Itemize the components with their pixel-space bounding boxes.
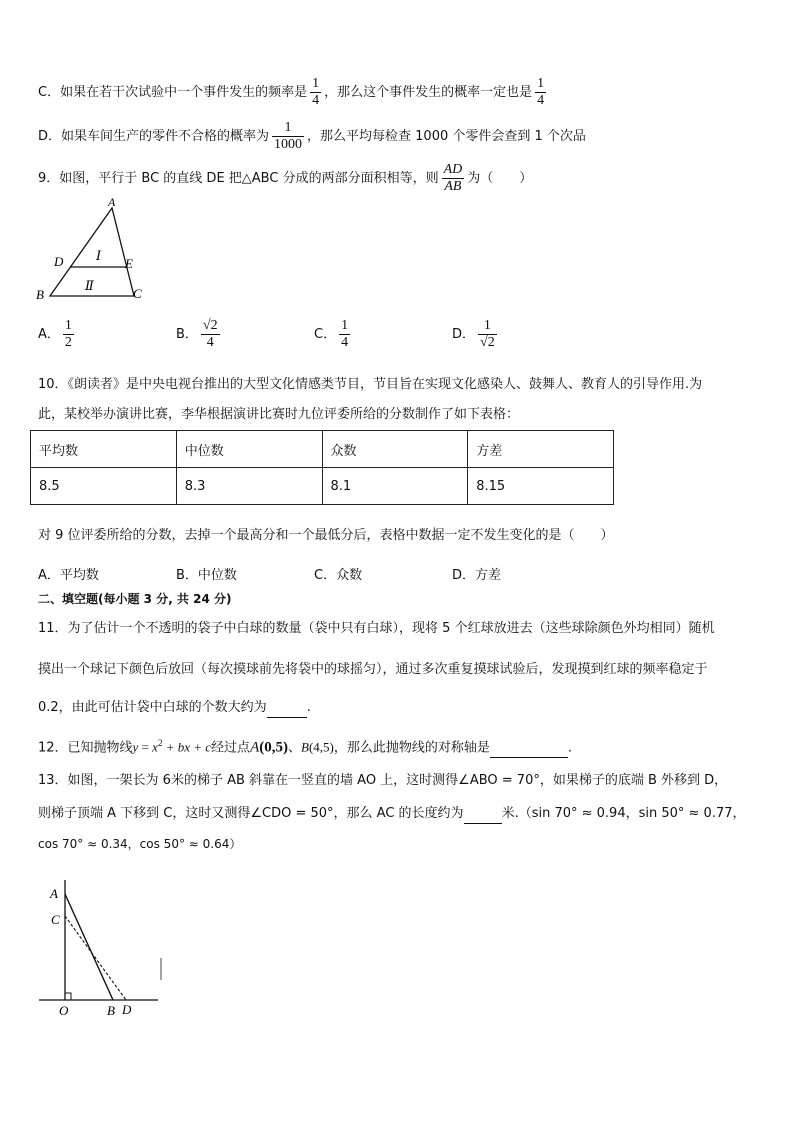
q10-statistics-table — [30, 430, 614, 505]
section-2-heading: 二、填空题(每小题 3 分, 共 24 分) — [38, 592, 232, 606]
q13-line-2: 则梯子顶端 A 下移到 C，这时又测得∠CDO = 50°，那么 AC 的长度约为 米.（sin 70° ≈ 0.94，sin 50° ≈ 0.77， — [38, 805, 746, 824]
q8-option-c-text: C．如果在若干次试验中一个事件发生的频率是 — [38, 85, 308, 100]
label-b: B — [107, 1003, 115, 1018]
q10-line-2: 此，某校举办演讲比赛，李华根据演讲比赛时九位评委所给的分数制作了如下表格： — [38, 407, 520, 422]
q9-option-a: A． $\frac{1}{2}$ — [38, 318, 72, 350]
label-e: E — [125, 256, 133, 271]
q9-option-d: D． $\frac{1}{√2}$ — [452, 318, 495, 350]
q8-option-c-fraction-2: $\frac{1}{4}$ — [537, 76, 545, 108]
header-mode: 众数 — [322, 431, 468, 468]
label-a: A — [50, 886, 58, 901]
q8-option-d — [38, 120, 586, 153]
q12-stem: 12．已知抛物线$y = x^2$ + bx + c经过点A(0,5)、B(4,5)，那么此抛物线的对称轴是 . — [38, 734, 572, 758]
q13-answer-blank[interactable] — [464, 805, 502, 824]
q10-option-c: C．众数 — [314, 568, 363, 583]
q8-option-c — [38, 76, 549, 109]
header-median: 中位数 — [176, 431, 322, 468]
q8-option-d-text: D．如果车间生产的零件不合格的概率为 — [38, 129, 270, 144]
q9-stem-post: 为（ ） — [467, 171, 533, 186]
table-value-row — [31, 468, 614, 505]
q9-stem-fraction: $\frac{AD}{AB}$ — [443, 162, 463, 194]
region-1-label: Ⅰ — [96, 248, 102, 263]
q10-option-a: A．平均数 — [38, 568, 99, 583]
q12-answer-blank[interactable] — [490, 739, 568, 758]
q10-option-b: B．中位数 — [176, 568, 237, 583]
q10-question: 对 9 位评委所给的分数，去掉一个最高分和一个最低分后，表格中数据一定不发生变化的是（ ） — [38, 528, 614, 543]
label-c: C — [51, 912, 60, 927]
q8-option-d-post: ，那么平均每检查 1000 个零件会查到 1 个次品 — [307, 129, 586, 144]
right-angle-mark — [65, 993, 71, 1000]
q13-line-3: cos 70° ≈ 0.34，cos 50° ≈ 0.64） — [38, 837, 242, 851]
label-c: C — [133, 286, 142, 301]
q13-line-1: 13．如图，一架长为 6米的梯子 AB 斜靠在一竖直的墙 AO 上，这时测得∠ABO = 70°，如果梯子的底端 B 外移到 D， — [38, 773, 728, 788]
q8-option-d-fraction: $\frac{1}{1000}$ — [274, 120, 303, 152]
q9-stem-text: 9．如图，平行于 BC 的直线 DE 把△ABC 分成的两部分面积相等，则 — [38, 171, 439, 186]
q8-option-c-fraction-1: $\frac{1}{4}$ — [312, 76, 320, 108]
q11-line-1: 11．为了估计一个不透明的袋子中白球的数量（袋中只有白球），现将 5 个红球放进去（这些球除颜色外均相同）随机 — [38, 621, 715, 636]
header-variance: 方差 — [468, 431, 614, 468]
label-d: D — [122, 1002, 132, 1017]
table-header-row — [31, 431, 614, 468]
value-mean: 8.5 — [31, 468, 177, 505]
q13-ladder-figure — [34, 880, 174, 1020]
value-median: 8.3 — [176, 468, 322, 505]
q10-line-1: 10．《朗读者》是中央电视台推出的大型文化情感类节目，节目旨在实现文化感染人、鼓舞人、教育人的引导作用.为 — [38, 377, 703, 392]
label-b: B — [36, 287, 44, 302]
q11-line-2: 摸出一个球记下颜色后放回（每次摸球前先将袋中的球摇匀），通过多次重复摸球试验后，发现摸到红球的频率稳定于 — [38, 662, 708, 677]
ladder-cd — [65, 916, 126, 1000]
q9-triangle-figure — [30, 196, 160, 306]
q10-option-d: D．方差 — [452, 568, 502, 583]
value-variance: 8.15 — [468, 468, 614, 505]
q9-option-c: C． $\frac{1}{4}$ — [314, 318, 349, 350]
q11-answer-blank[interactable] — [267, 699, 307, 718]
value-mode: 8.1 — [322, 468, 468, 505]
ladder-ab — [65, 894, 113, 1000]
q11-line-3: 0.2，由此可估计袋中白球的个数大约为 . — [38, 699, 311, 718]
label-o: O — [59, 1003, 69, 1018]
label-d: D — [54, 254, 64, 269]
q9-option-b: B． $\frac{√2}{4}$ — [176, 318, 218, 350]
region-2-label: Ⅱ — [85, 278, 94, 293]
header-mean: 平均数 — [31, 431, 177, 468]
label-a: A — [108, 196, 116, 209]
q9-stem — [38, 162, 532, 195]
q8-option-c-middle: ，那么这个事件发生的概率一定也是 — [324, 85, 533, 100]
